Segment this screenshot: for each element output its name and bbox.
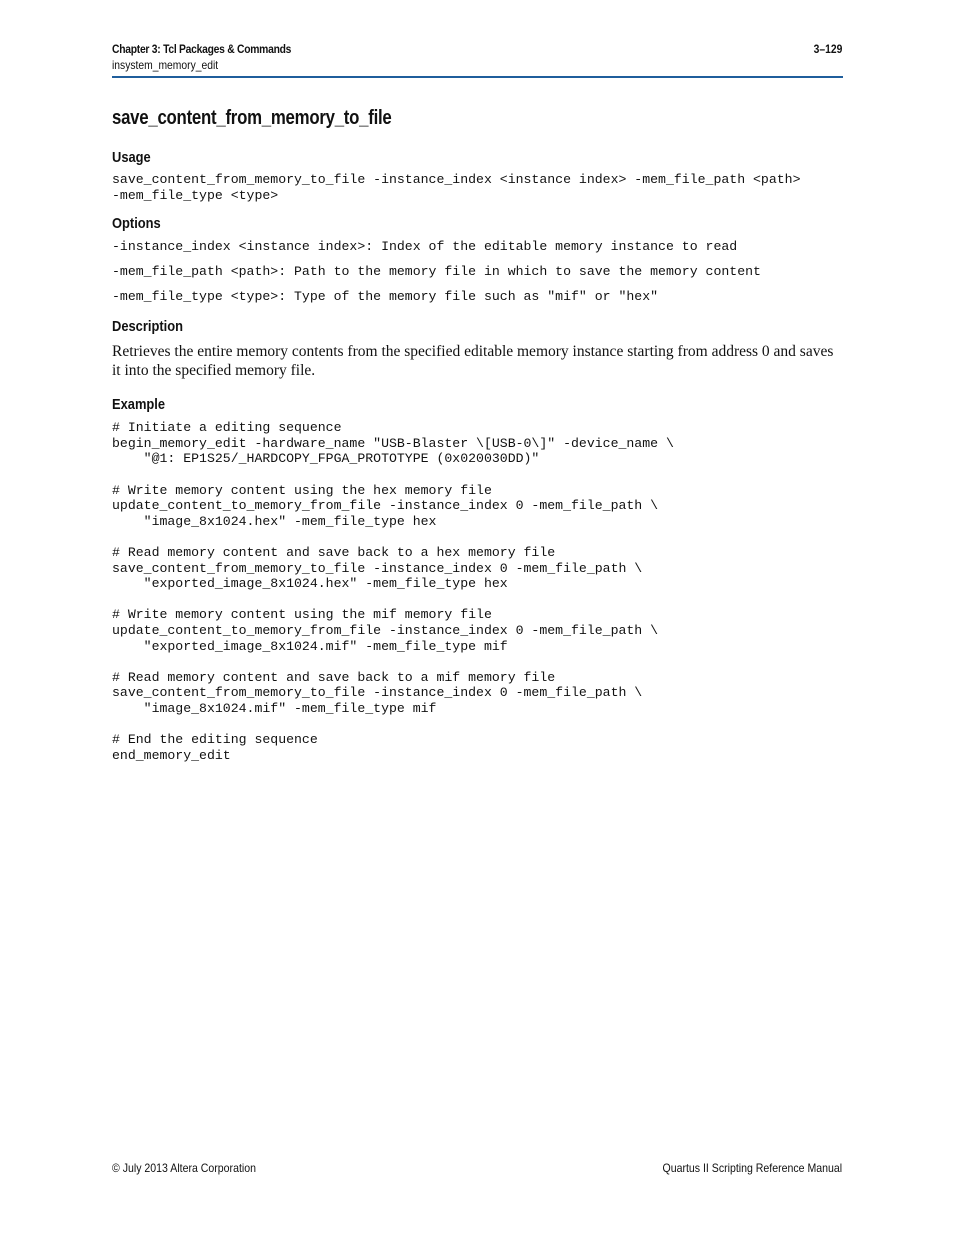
usage-line-1: save_content_from_memory_to_file -instance_index <instance index> -mem_file_path <path>	[112, 172, 801, 187]
page-title: save_content_from_memory_to_file	[112, 107, 392, 129]
page-number: 3–129	[813, 42, 842, 56]
footer-copyright: © July 2013 Altera Corporation	[112, 1161, 256, 1175]
example-heading: Example	[112, 396, 166, 414]
usage-heading: Usage	[112, 149, 151, 166]
description-text: Retrieves the entire memory contents from the specified editable memory instance starting from address 0 and saves it into the specified memory file.	[112, 343, 834, 380]
page-header	[112, 42, 842, 78]
description-heading: Description	[112, 318, 183, 336]
chapter-subtitle: insystem_memory_edit	[112, 58, 219, 72]
option-instance-index: -instance_index <instance index>: Index of the editable memory instance to read	[112, 239, 738, 255]
page-body	[112, 104, 847, 763]
option-mem-file-path: -mem_file_path <path>: Path to the memory file in which to save the memory content	[112, 264, 761, 280]
options-heading: Options	[112, 215, 161, 233]
option-mem-file-type: -mem_file_type <type>: Type of the memory file such as "mif" or "hex"	[112, 289, 659, 305]
chapter-title: Chapter 3: Tcl Packages & Commands	[112, 42, 292, 56]
example-code: # Initiate a editing sequence begin_memory_edit -hardware_name "USB-Blaster \[USB-0\]" -device_name \ "@1: EP1S25/_HARDCOPY_FPGA_PROTOTYPE (0x020030DD)" # Write memory content using the hex memory file update_content_to_memory_from_file -instance_index 0 -mem_file_path \ "image_8x1024.hex" -mem_file_type hex # Read memory content and save back to a hex memory file save_content_from_memory_to_file -instance_index 0 -mem_file_path \ "exported_image_8x1024.hex" -mem_file_type hex # Write memory content using the mif memory file update_content_to_memory_from_file -instance_index 0 -mem_file_path \ "exported_image_8x1024.mif" -mem_file_type mif # Read memory content and save back to a mif memory file save_content_from_memory_to_file -instance_index 0 -mem_file_path \ "image_8x1024.mif" -mem_file_type mif # End the editing sequence end_memory_edit	[112, 420, 674, 763]
footer-manual-title: Quartus II Scripting Reference Manual	[662, 1161, 842, 1175]
header-divider	[112, 76, 843, 78]
usage-line-2: -mem_file_type <type>	[112, 187, 279, 203]
